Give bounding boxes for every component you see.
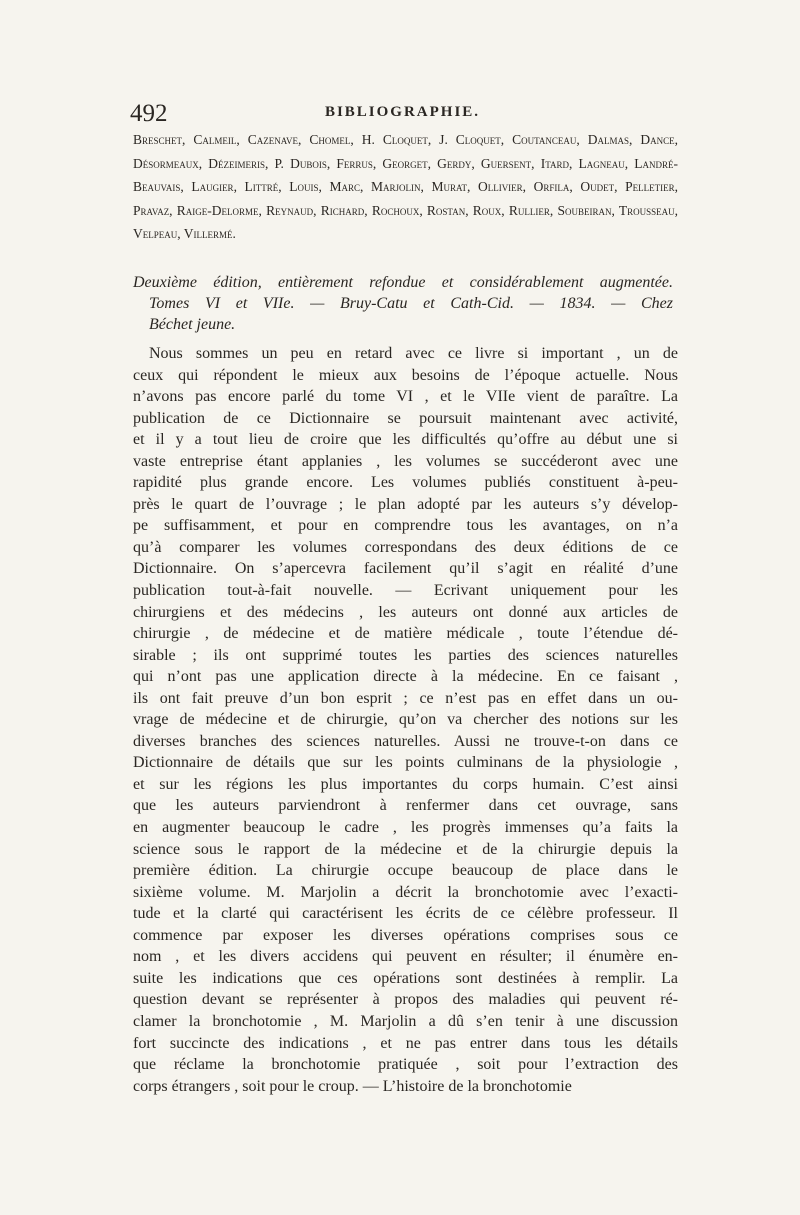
review-text [133, 343, 678, 1097]
text-line: ceux qui répondent le mieux aux besoins de l’époque actuelle. Nous [133, 366, 678, 384]
text-line: première édition. La chirurgie occupe beaucoup de place dans le [133, 862, 678, 880]
text-line: que les auteurs parviendront à renfermer dans cet ouvrage, sans [133, 797, 678, 815]
text-line: vaste entreprise étant applanies , les volumes se succéderont avec une [133, 452, 678, 470]
text-line: clamer la bronchotomie , M. Marjolin a dû s’en tenir à une discussion [133, 1012, 678, 1030]
edition-line: Deuxième édition, entièrement refondue et considérablement augmentée. [133, 274, 673, 291]
text-line: fort succincte des indications , et ne pas entrer dans tous les détails [133, 1034, 678, 1052]
text-line: sirable ; ils ont supprimé toutes les parties des sciences naturelles [133, 646, 678, 664]
text-line: Dictionnaire. On s’apercevra facilement qu’il s’agit en réalité d’une [133, 560, 678, 578]
text-line: suite les indications que ces opérations sont destinées à remplir. La [133, 969, 678, 987]
text-line: en augmenter beaucoup le cadre , les progrès immenses qu’a faits la [133, 819, 678, 837]
text-line: sixième volume. M. Marjolin a décrit la bronchotomie avec l’exacti- [133, 883, 678, 901]
edition-line: Béchet jeune. [149, 316, 236, 333]
text-line: nom , et les divers accidens qui peuvent en résulter; il énumère en- [133, 948, 678, 966]
text-line: commence par exposer les diverses opérations comprises sous ce [133, 926, 678, 944]
text-line: que réclame la bronchotomie pratiquée , soit pour l’extraction des [133, 1056, 678, 1074]
text-line: tude et la clarté qui caractérisent les écrits de ce célèbre professeur. Il [133, 905, 678, 923]
edition-note [133, 272, 673, 335]
running-title: BIBLIOGRAPHIE. [324, 104, 481, 120]
text-line: publication tout-à-fait nouvelle. — Ecrivant uniquement pour les [133, 582, 678, 600]
page-number: 492 [130, 100, 168, 127]
text-line: pe suffisamment, et pour en comprendre tous les avantages, on n’a [133, 517, 678, 535]
text-line: rapidité plus grande encore. Les volumes publiés constituent à-peu- [133, 474, 678, 492]
text-line: qu’à comparer les volumes correspondans des deux éditions de ce [133, 538, 678, 556]
text-line: chirurgiens et des médecins , les auteurs ont donné aux articles de [133, 603, 678, 621]
text-line: question devant se représenter à propos des maladies qui peuvent ré- [133, 991, 678, 1009]
page-header [130, 100, 675, 130]
text-line: et il y a tout lieu de croire que les difficultés qu’offre au début une si [133, 431, 678, 449]
text-line: ils ont fait preuve d’un bon esprit ; ce n’est pas en effet dans un ou- [133, 689, 678, 707]
text-line: vrage de médecine et de chirurgie, qu’on va chercher des notions sur les [133, 711, 678, 729]
text-line: diverses branches des sciences naturelles. Aussi ne trouve-t-on dans ce [133, 732, 678, 750]
text-line: Dictionnaire de détails que sur les points culminans de la physiologie , [133, 754, 678, 772]
text-line: publication de ce Dictionnaire se poursuit maintenant avec activité, [133, 409, 678, 427]
text-line: près le quart de l’ouvrage ; le plan adopté par les auteurs s’y dévelop- [133, 495, 678, 513]
text-line: qui n’ont pas une application directe à la médecine. En ce faisant , [133, 668, 678, 686]
text-line: chirurgie , de médecine et de matière médicale , toute l’étendue dé- [133, 625, 678, 643]
text-line: corps étrangers , soit pour le croup. — L’histoire de la bronchotomie [133, 1077, 572, 1095]
author-list: Breschet, Calmeil, Cazenave, Chomel, H. Cloquet, J. Cloquet, Coutanceau, Dalmas, Dance, Désormeaux, Dézeimeris, P. Dubois, Ferrus, Georget, Gerdy, Guersent, Itard, Lagneau, Landré-Beauvais, Laugier, Littré, Louis, Marc, Marjolin, Murat, Ollivier, Orfila, Oudet, Pelletier, Pravaz, Raige-Delorme, Reynaud, Richard, Rochoux, Rostan, Roux, Rullier, Soubeiran, Trousseau, Velpeau, Villermé. [133, 132, 678, 242]
text-line: Nous sommes un peu en retard avec ce livre si important , un de [149, 345, 678, 362]
edition-line: Tomes VI et VIIe. — Bruy-Catu et Cath-Cid. — 1834. — Chez [149, 295, 673, 312]
text-line: science sous le rapport de la médecine et de la chirurgie depuis la [133, 840, 678, 858]
text-line: n’avons pas encore parlé du tome VI , et le VIIe vient de paraître. La [133, 388, 678, 406]
text-line: et sur les régions les plus importantes du corps humain. C’est ainsi [133, 775, 678, 793]
